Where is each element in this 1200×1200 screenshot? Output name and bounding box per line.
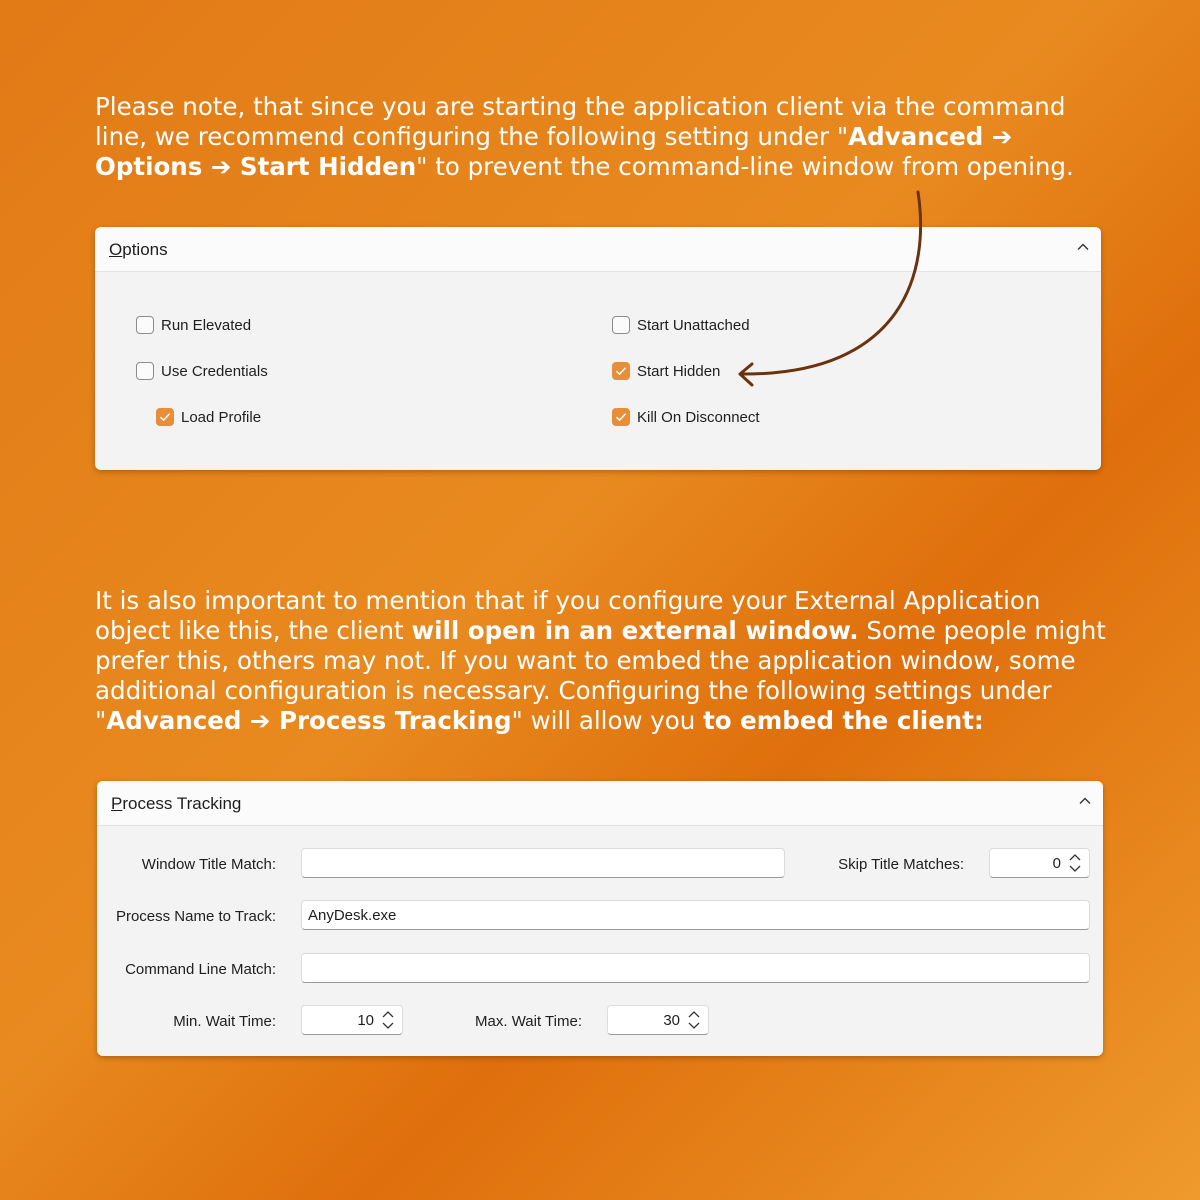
load-profile-checkbox[interactable] <box>156 408 261 426</box>
spin-updown-icon[interactable] <box>687 1010 701 1030</box>
command-line-match-input[interactable] <box>301 953 1090 983</box>
checkbox-box[interactable] <box>612 316 630 334</box>
embed-text: " will allow you <box>511 706 704 735</box>
checkbox-label: Start Hidden <box>637 362 721 380</box>
spinner-value: 10 <box>357 1012 374 1029</box>
embed-paragraph <box>95 586 1115 736</box>
spin-updown-icon[interactable] <box>381 1010 395 1030</box>
command-line-match-label: Command Line Match: <box>125 961 276 978</box>
checkbox-label: Use Credentials <box>161 362 268 380</box>
checkbox-label: Run Elevated <box>161 316 252 334</box>
options-panel-title: Options <box>109 240 168 259</box>
checkbox-box[interactable] <box>612 362 630 380</box>
embed-bold-path: Advanced ➔ Process Tracking <box>106 706 512 735</box>
intro-bold-path: Advanced ➔ Options ➔ Start Hidden <box>95 122 1013 181</box>
min-wait-time-spinner[interactable] <box>301 1005 403 1035</box>
intro-text: Please note, that since you are starting the application client via the command line, we recommend configuring the following setting under " <box>95 92 1066 151</box>
options-panel-header[interactable] <box>95 227 1101 272</box>
skip-title-matches-spinner[interactable] <box>989 848 1090 878</box>
checkbox-box[interactable] <box>136 362 154 380</box>
max-wait-time-spinner[interactable] <box>607 1005 709 1035</box>
checkbox-label: Start Unattached <box>637 316 750 334</box>
embed-text: Some people might prefer this, others may not. If you want to embed the application window, some additional configuration is necessary. Configuring the following settings under " <box>95 616 1106 735</box>
skip-title-matches-label: Skip Title Matches: <box>838 856 964 873</box>
kill-on-disconnect-checkbox[interactable] <box>612 408 760 426</box>
checkmark-icon <box>615 411 627 423</box>
window-title-match-input[interactable] <box>301 848 785 878</box>
process-name-input[interactable] <box>301 900 1090 930</box>
embed-text: It is also important to mention that if you configure your External Application object like this, the client <box>95 586 1041 645</box>
max-wait-time-label: Max. Wait Time: <box>475 1013 582 1030</box>
intro-paragraph <box>95 92 1115 182</box>
spin-updown-icon[interactable] <box>1068 853 1082 873</box>
checkmark-icon <box>615 365 627 377</box>
spinner-value: 0 <box>1052 855 1061 872</box>
min-wait-time-label: Min. Wait Time: <box>173 1013 276 1030</box>
checkbox-box[interactable] <box>136 316 154 334</box>
embed-bold-end: to embed the client: <box>703 706 984 735</box>
start-hidden-checkbox[interactable] <box>612 362 720 380</box>
checkbox-label: Load Profile <box>181 408 262 426</box>
options-panel <box>95 227 1101 470</box>
chevron-up-icon[interactable] <box>1077 793 1093 809</box>
checkbox-box[interactable] <box>612 408 630 426</box>
checkmark-icon <box>159 411 171 423</box>
run-elevated-checkbox[interactable] <box>136 316 251 334</box>
intro-text-end: " to prevent the command-line window from opening. <box>416 152 1074 181</box>
process-name-label: Process Name to Track: <box>115 908 276 925</box>
checkbox-label: Kill On Disconnect <box>637 408 760 426</box>
use-credentials-checkbox[interactable] <box>136 362 268 380</box>
window-title-match-label: Window Title Match: <box>141 856 276 873</box>
embed-bold-external: will open in an external window. <box>411 616 859 645</box>
tracking-panel-title: Process Tracking <box>111 794 242 813</box>
chevron-up-icon[interactable] <box>1075 239 1091 255</box>
tracking-panel-header[interactable] <box>97 781 1103 826</box>
checkbox-box[interactable] <box>156 408 174 426</box>
process-tracking-panel <box>97 781 1103 1056</box>
spinner-value: 30 <box>663 1012 680 1029</box>
start-unattached-checkbox[interactable] <box>612 316 750 334</box>
